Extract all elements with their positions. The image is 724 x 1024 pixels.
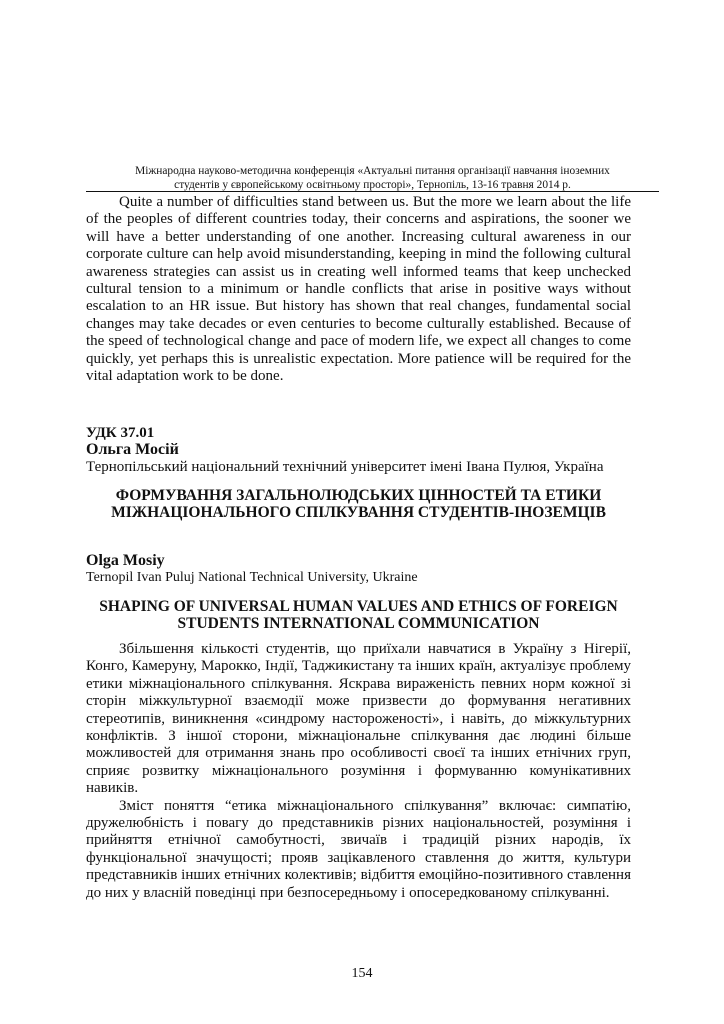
article-title-en: SHAPING OF UNIVERSAL HUMAN VALUES AND ETHICS OF FOREIGN STUDENTS INTERNATIONAL COMMUNICATION [99, 598, 618, 632]
affiliation-ua: Тернопільський національний технічний університет імені Івана Пулюя, Україна [86, 459, 604, 475]
running-header-line-2: студентів у європейському освітньому просторі», Тернопіль, 13-16 травня 2014 р. [174, 179, 571, 191]
body-paragraph-2: Зміст поняття “етика міжнаціонального спілкування” включає: симпатію, дружелюбність і повагу до представників різних національностей, розуміння і прийняття етнічної самобутності, звичаїв і традицій різних народів, їх функціональної значущості; прояв зацікавленого ставлення до життя, культури представників інших етнічних колективів; відбиття емоційно-позитивного ставлення до них у власній поведінці при безпосередньому і опосередкованому спілкуванні. [86, 797, 631, 901]
article-body [86, 641, 631, 902]
running-header-line-1: Міжнародна науково-методична конференція «Актуальні питання організації навчання іноземних [135, 165, 610, 177]
author-name-ua: Ольга Мосій [86, 441, 179, 458]
author-name-en: Olga Mosiy [86, 552, 165, 569]
running-header [86, 164, 659, 192]
page-number: 154 [351, 966, 373, 981]
intro-paragraph-block [86, 194, 631, 385]
article-title-ua: ФОРМУВАННЯ ЗАГАЛЬНОЛЮДСЬКИХ ЦІННОСТЕЙ ТА ЕТИКИ МІЖНАЦІОНАЛЬНОГО СПІЛКУВАННЯ СТУДЕНТІВ-ІНОЗЕМЦІВ [111, 487, 606, 521]
header-divider [86, 191, 659, 192]
affiliation-en: Ternopil Ivan Puluj National Technical University, Ukraine [86, 570, 418, 585]
body-paragraph-1: Збільшення кількості студентів, що приїхали навчатися в Україну з Нігерії, Конго, Камеруну, Марокко, Індії, Таджикистану та інших країн, актуалізує проблему етики міжнаціонального спілкування. Яскрава вираженість певних норм кожної зі сторін міжкультурної взаємодії може призвести до формування негативних стереотипів, виникнення «синдрому настороженості», і навіть, до міжкультурних конфліктів. З іншої сторони, міжнаціональне спілкування дає людині більше можливостей для отримання знань про особливості своєї та інших етнічних груп, сприяє розвитку міжнаціонального розуміння і формуванню комунікативних навиків. [86, 641, 631, 797]
udk-code: УДК 37.01 [86, 425, 155, 441]
intro-paragraph: Quite a number of difficulties stand between us. But the more we learn about the life of the peoples of different countries today, their concerns and aspirations, the sooner we will have a better understanding of one another. Increasing cultural awareness in our corporate culture can help avoid misunderstanding, keeping in mind the following cultural awareness strategies can assist us in creating well informed teams that keep unchecked cultural tension to a minimum or handle conflicts that arise in positive ways without escalation to an HR issue. But history has shown that real changes, fundamental social changes may take decades or even centuries to become culturally established. Because of the speed of technological change and pace of modern life, we expect all changes to come quickly, yet perhaps this is unrealistic expectation. More patience will be required for the vital adaptation work to be done. [86, 194, 631, 385]
